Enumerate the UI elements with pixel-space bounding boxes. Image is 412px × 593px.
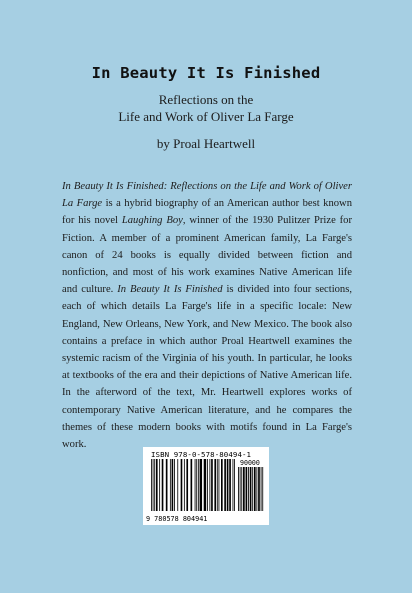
book-title: In Beauty It Is Finished	[91, 64, 321, 82]
barcode-bar	[241, 467, 242, 511]
barcode-bar	[196, 459, 197, 511]
subtitle-line-2: Life and Work of Oliver La Farge	[118, 109, 294, 124]
barcode-bar	[159, 459, 160, 511]
barcode-bar	[214, 459, 216, 511]
barcode-bar	[233, 459, 234, 511]
book-description	[62, 178, 352, 453]
barcode-bar	[174, 459, 175, 511]
author-byline: by Proal Heartwell	[156, 136, 256, 151]
blurb-title-italic: In Beauty It Is Finished: Reflections on the Life and Work of Oliver La Farge	[62, 181, 352, 210]
isbn-barcode	[143, 447, 269, 525]
barcode-bar	[154, 459, 155, 511]
barcode-bars-main	[151, 459, 235, 511]
barcode-bar	[254, 467, 256, 511]
barcode-bar	[234, 459, 235, 511]
barcode-bar	[181, 459, 183, 511]
price-code: 90000	[240, 459, 260, 467]
barcode-bar	[262, 467, 263, 511]
barcode-bar	[258, 467, 260, 511]
barcode-bar	[240, 467, 241, 511]
barcode-bar	[151, 459, 152, 511]
barcode-bar	[177, 459, 178, 511]
blurb-text: , winner of the 1930 Pulitzer Prize for Fiction. A member of a prominent American family, La Farge's canon of 24 books is equally divided between fiction and nonfiction, and most of his work examines Native American life and culture.	[62, 215, 352, 296]
blurb-text: is a hybrid biography of an American author best known for his novel	[62, 198, 352, 227]
barcode-bar	[227, 459, 229, 511]
barcode-bar	[209, 459, 210, 511]
barcode-bar	[246, 467, 248, 511]
isbn-label: ISBN 978-0-578-80494-1	[151, 450, 252, 459]
barcode-bars-addon	[238, 467, 264, 511]
barcode-bar	[211, 459, 213, 511]
blurb-novel-title: Laughing Boy	[121, 215, 183, 227]
barcode-bar	[252, 467, 253, 511]
barcode-number: 9 780578 804941	[146, 515, 208, 523]
barcode-bar	[238, 467, 239, 511]
barcode-bar	[198, 459, 199, 511]
barcode-bar	[162, 459, 164, 511]
subtitle-line-1: Reflections on the	[158, 92, 254, 107]
barcode-bar	[219, 459, 220, 511]
blurb-book-title: In Beauty It Is Finished	[117, 284, 223, 296]
barcode-bar	[166, 459, 168, 511]
barcode-bar	[170, 459, 171, 511]
barcode-bar	[186, 459, 188, 511]
barcode-bar	[248, 467, 249, 511]
barcode-bar	[191, 459, 193, 511]
barcode-bar	[229, 459, 231, 511]
barcode-bar	[243, 467, 245, 511]
barcode-bar	[217, 459, 218, 511]
barcode-bar	[256, 467, 257, 511]
barcode-bar	[224, 459, 226, 511]
barcode-bar	[184, 459, 185, 511]
barcode-bar	[172, 459, 174, 511]
blurb-text: is divided into four sections, each of which details La Farge's life in a specific locale: New England, New Orleans, New York, and New Mexico. The book also contains a preface in which author Proal Heartwell examines the systemic racism of the Virginia of his youth. In particular, he looks at textbooks of the era and their depictions of Native American life. In the afterword of the text, Mr. Heartwell explores works of contemporary Native American literature, and he compares the themes of these modern books with motifs found in La Farge's work.	[62, 284, 352, 451]
barcode-bar	[207, 459, 208, 511]
book-subtitle	[0, 91, 412, 125]
barcode-bar	[221, 459, 223, 511]
barcode-bar	[250, 467, 252, 511]
barcode-bar	[195, 459, 196, 511]
barcode-bar	[261, 467, 262, 511]
barcode-bar	[153, 459, 154, 511]
barcode-bar	[200, 459, 202, 511]
barcode-bar	[204, 459, 206, 511]
barcode-bar	[156, 459, 158, 511]
